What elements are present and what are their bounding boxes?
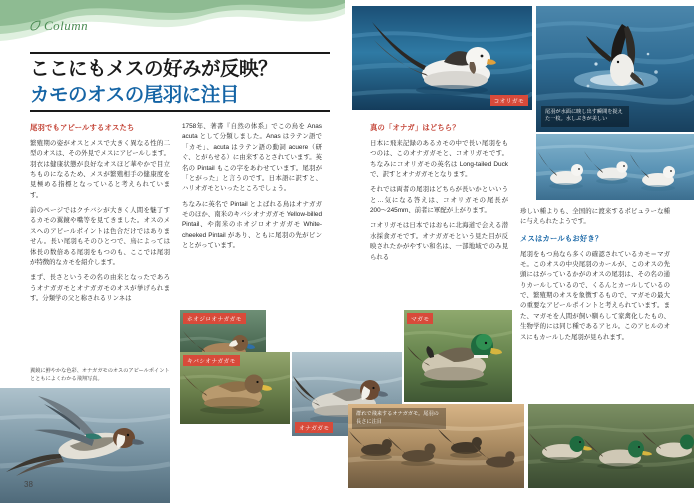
subhead-2: 真の「オナガ」はどちら？ (370, 123, 460, 132)
body-column-2 (182, 122, 322, 257)
photo-tag-long-tailed-duck: コオリガモ (490, 95, 528, 106)
footnote-caption: 翼鏡に鮮やかな色彩、オナガガモのオスのアピールポイントとともによくわかる飛翔写真。 (30, 368, 170, 382)
paragraph: ちなみに英名で Pintail とよばれる鳥はオナガガモのほか、南米のキバシオナガガモ Yellow-billed Pintail、や南米のホオジロオナガガモ White-cheeked Pintail があり、ともに尾羽の先がピンととがっています。 (182, 200, 322, 250)
paragraph: 前のページではクチバシが大きく人間を魅了するカモの翼鏡や嘴等を見てきました。オスのメスへのアピールポイントは色合だけではありません。長い尾羽もそのひとつで、鳥によっては体長の数倍ある尾羽をもつのも、ここでは尾羽が特徴的なカモを紹介します。 (30, 207, 170, 266)
headline-rule-bottom (30, 110, 330, 112)
photo-tag-mallard: マガモ (407, 313, 433, 324)
headline-line-1: ここにもメスの好みが反映？ (30, 57, 278, 80)
subhead-1: 尾羽でもアピールするオスたち (30, 123, 135, 132)
body-column-1 (30, 122, 170, 309)
paragraph: 繁殖期の姿がオスとメスで大きく異なる性的二型のオスは、その外見でメスにアピールします。羽衣は健康状態が良好なオスほど華やかで目立ちものになるため、メスが繁殖相手の健康度を見極める指標となっていると考えられています。 (30, 139, 170, 199)
photo-caption-diving-duck: 尾羽が水面に映し出す瞬間を捉えた一枚。水しぶきが美しい (541, 106, 629, 127)
photo-tag-northern-pintail: オナガガモ (295, 422, 333, 433)
photo-long-tailed-duck-group (536, 134, 694, 200)
photo-yellow-billed-pintail (180, 352, 290, 424)
paragraph: 日本に飛来記録のあるカモの中で長い尾羽をもつのは、このオナガガモと、コオリガモです。ちなみにコオリガモの英名は Long-tailed Duck で、訳すとオナガガモとなります。 (370, 139, 508, 178)
photo-caption-flock-sunset: 群れで飛来するオナガガモ。尾羽の長さに注目 (352, 408, 446, 429)
photo-flock-sunset (348, 404, 524, 488)
photo-tag-white-cheeked-pintail: ホオジロオナガガモ (183, 313, 246, 324)
column-label: Column (30, 18, 88, 34)
paragraph: 珍しい種よりも、全国的に渡来するポピュラーな種に与えられたようです。 (520, 208, 670, 226)
paragraph: 尾羽をもつ鳥なら多くの確認されているカモ＝マガモ。このオスの中央尾羽のカールが、このオスの先頭にはがっているかがのオスの尾羽は、その名の通りカールしているので、くるんとカールしているので、繁殖期のオスを象徴するもので、マガモの最大の重要なアピールポイントと考えられています。また、マガモを人間が飼い馴らして家禽化したもの、生物学的には同じ種であるアヒル。このアヒルのオスにもカールした尾羽が見られます。 (520, 250, 670, 341)
body-column-4 (520, 207, 670, 348)
paragraph: それでは両者の尾羽はどちらが長いかといいうと…気になる答えは、コオリガモの尾長が200〜245mm、前者に軍配が上がります。 (370, 186, 508, 215)
page-title (30, 56, 330, 107)
photo-long-tailed-duck-main (352, 6, 532, 110)
paragraph: まず、長さというその名の由来となったであろうオナガガモとオナガガモのオスが挙げられます。分類学の父と称されるリンネは (30, 274, 170, 303)
paragraph: コオリガモは日本ではおもに北海道で会える潜水採食ガモです。オナガガモという見た目が反映されたかがやすい和名は、一部地域でのみ見られる (370, 222, 508, 261)
page-number: 38 (24, 480, 33, 489)
photo-domestic-ducks (528, 404, 694, 488)
headline-line-2: カモのオスの尾羽に注目 (30, 82, 239, 106)
photo-tag-yellow-billed-pintail: キバシオナガガモ (183, 355, 240, 366)
subhead-3: メスはカールもお好き？ (520, 233, 603, 243)
leaf-icon (30, 19, 41, 30)
body-column-3 (370, 122, 508, 268)
photo-mallard (404, 310, 512, 402)
photo-diving-duck (536, 6, 694, 132)
headline-rule-top (30, 52, 330, 54)
paragraph: 1758年、著書『自然の体系』でこの鳥を Anas acuta として分類しました。Anas はラテン語で「カモ」、acuta はラテン語の動詞 acuere（研ぐ、とがらせる）に由来するとされています。英名の Pintail もこの字をあわせています。尾羽が「とがった」と言うのです。日本語に訳すと、ハリオガモといったところでしょう。 (182, 123, 322, 193)
